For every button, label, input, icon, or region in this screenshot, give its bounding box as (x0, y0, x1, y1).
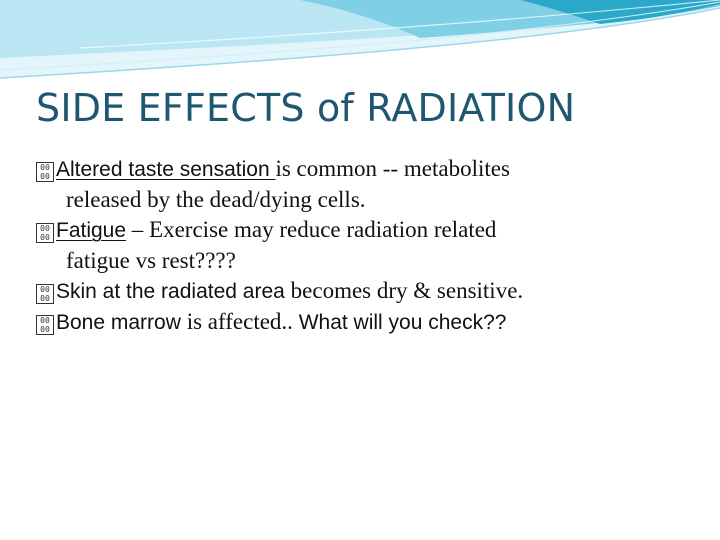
bullet-lead: Fatigue (56, 219, 127, 242)
bullet-item (36, 215, 696, 246)
bullet-lead: Altered taste sensation (56, 158, 276, 181)
missing-glyph-box-icon: 00 00 (36, 284, 54, 304)
bullet-lead: Skin at the radiated area (56, 280, 291, 303)
missing-glyph-box-icon: 00 00 (36, 223, 54, 243)
missing-glyph-box-icon: 00 00 (36, 315, 54, 335)
bullet-item (36, 154, 696, 185)
slide-title: SIDE EFFECTS of RADIATION (36, 86, 576, 130)
header-wave-decoration (0, 0, 720, 90)
bullet-continuation: fatigue vs rest???? (66, 248, 236, 273)
missing-glyph-box-icon: 00 00 (36, 162, 54, 182)
bullet-list (36, 154, 696, 338)
bullet-text: is affected.. (186, 309, 299, 334)
bullet-continuation: released by the dead/dying cells. (66, 187, 366, 212)
bullet-item (36, 276, 696, 307)
bullet-text: becomes dry & sensitive. (290, 278, 524, 303)
bullet-tail: What will you check?? (298, 311, 507, 334)
bullet-item (36, 307, 696, 338)
bullet-text: – Exercise may reduce radiation related (126, 217, 497, 242)
bullet-text: is common -- metabolites (275, 156, 510, 181)
bullet-lead: Bone marrow (56, 311, 187, 334)
